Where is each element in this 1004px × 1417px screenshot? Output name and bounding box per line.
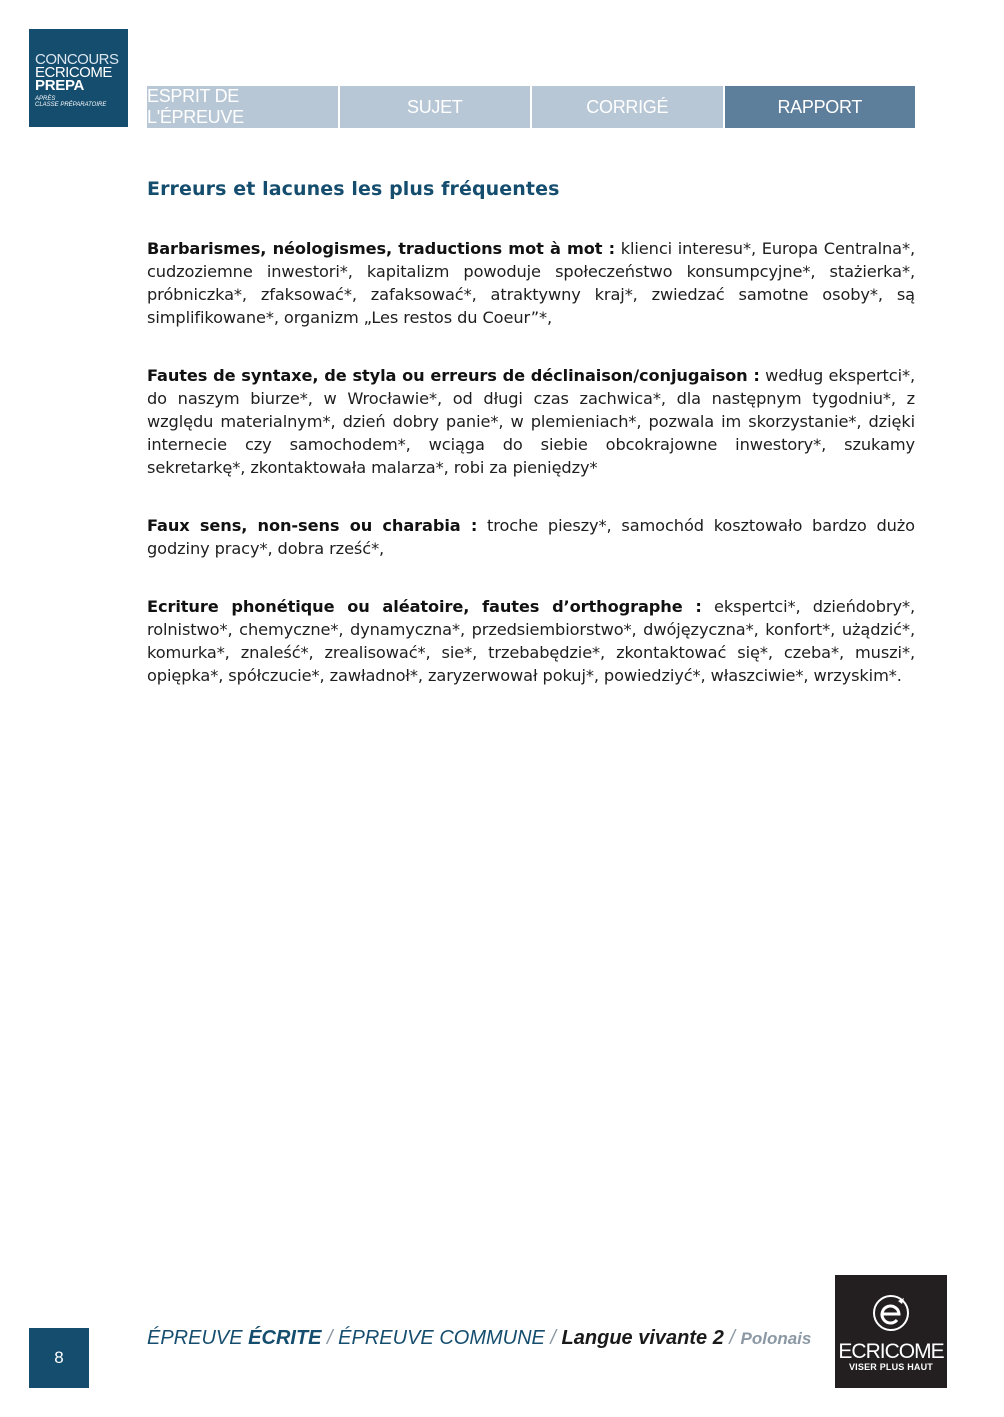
- paragraph-text: klienci interesu*, Europa Centralna*, cudzoziemne inwestori*, kapitalizm powoduje społeczeństwo konsumpcyjne*, stażierka*, próbniczka*, zfaksować*, zafaksować*, atraktywny kraj*, zwiedzać samotne osoby*, są simplifikowane*, organizm „Les restos du Coeur”*,: [147, 239, 915, 327]
- footer-part: ÉPREUVE: [147, 1327, 249, 1349]
- tab-esprit-epreuve[interactable]: ESPRIT DE L'ÉPREUVE: [147, 86, 338, 128]
- paragraph-text: według ekspertci*, do naszym biurze*, w Wrocławie*, od długi czas zachwica*, dla następnym tygodniu*, z względu materialnym*, dzień dobry panie*, w plemieniach*, pozwala im skorzystanie*, dzięki internecie czy samochodem*, wciąga do siebie obcokrajowne inwestory*, szukamy sekretarkę*, zkontaktowała malarza*, robi za pieniędzy*: [147, 366, 915, 477]
- footer-part: ÉCRITE: [248, 1327, 322, 1349]
- footer-part: COMMUNE: [439, 1327, 545, 1349]
- paragraph-heading: Fautes de syntaxe, de styla ou erreurs de déclinaison/conjugaison :: [147, 366, 760, 385]
- footer-title: [147, 1327, 811, 1350]
- footer-part: ÉPREUVE: [338, 1327, 440, 1349]
- paragraph-faux-sens: [147, 514, 915, 560]
- paragraph-barbarismes: [147, 237, 915, 329]
- report-content: [147, 178, 915, 722]
- paragraph-text: ekspertci*, dzieńdobry*, rolnistwo*, chemyczne*, dynamyczna*, przedsiembiorstwo*, dwójęzyczna*, konfort*, użądzić*, komurka*, znaleść*, zrealisować*, sie*, trzebabędzie*, zkontaktować się*, czeba*, muszi*, opiępka*, spółczucie*, zawładnoł*, zaryzerwował pokuj*, powiedziyć*, właszciwie*, wrzyskim*.: [147, 597, 915, 685]
- concours-logo: [29, 29, 128, 127]
- page-number: 8: [29, 1328, 89, 1388]
- footer-separator: /: [723, 1327, 741, 1349]
- paragraph-text: troche pieszy*, samochód kosztowało bardzo dużo godziny pracy*, dobra rześć*,: [147, 516, 915, 558]
- logo-line-ecricome: ECRICOME: [35, 64, 112, 81]
- paragraph-orthographe: [147, 595, 915, 687]
- ecricome-e-icon: [835, 1293, 947, 1338]
- section-tabs: [147, 86, 915, 128]
- paragraph-syntaxe: [147, 364, 915, 479]
- paragraph-heading: Faux sens, non-sens ou charabia :: [147, 516, 478, 535]
- footer-separator: /: [544, 1327, 562, 1349]
- ecricome-tagline: VISER PLUS HAUT: [848, 1362, 933, 1372]
- tab-corrige[interactable]: CORRIGÉ: [532, 86, 723, 128]
- paragraph-heading: Ecriture phonétique ou aléatoire, fautes d’orthographe :: [147, 597, 702, 616]
- ecricome-name: ECRICOME: [838, 1340, 944, 1363]
- footer-subject: Langue vivante 2: [561, 1327, 724, 1349]
- tab-sujet[interactable]: SUJET: [340, 86, 531, 128]
- logo-line-classe: CLASSE PRÉPARATOIRE: [35, 102, 107, 108]
- footer-language: Polonais: [740, 1329, 812, 1348]
- logo-line-prepa: PREPA: [35, 77, 85, 94]
- logo-line-concours: CONCOURS: [35, 51, 119, 68]
- logo-line-apres: APRÈS: [35, 96, 56, 102]
- section-title: Erreurs et lacunes les plus fréquentes: [147, 178, 560, 200]
- footer-separator: /: [321, 1327, 339, 1349]
- paragraph-heading: Barbarismes, néologismes, traductions mot à mot :: [147, 239, 616, 258]
- ecricome-logo: [835, 1275, 947, 1388]
- tab-rapport[interactable]: RAPPORT: [725, 86, 916, 128]
